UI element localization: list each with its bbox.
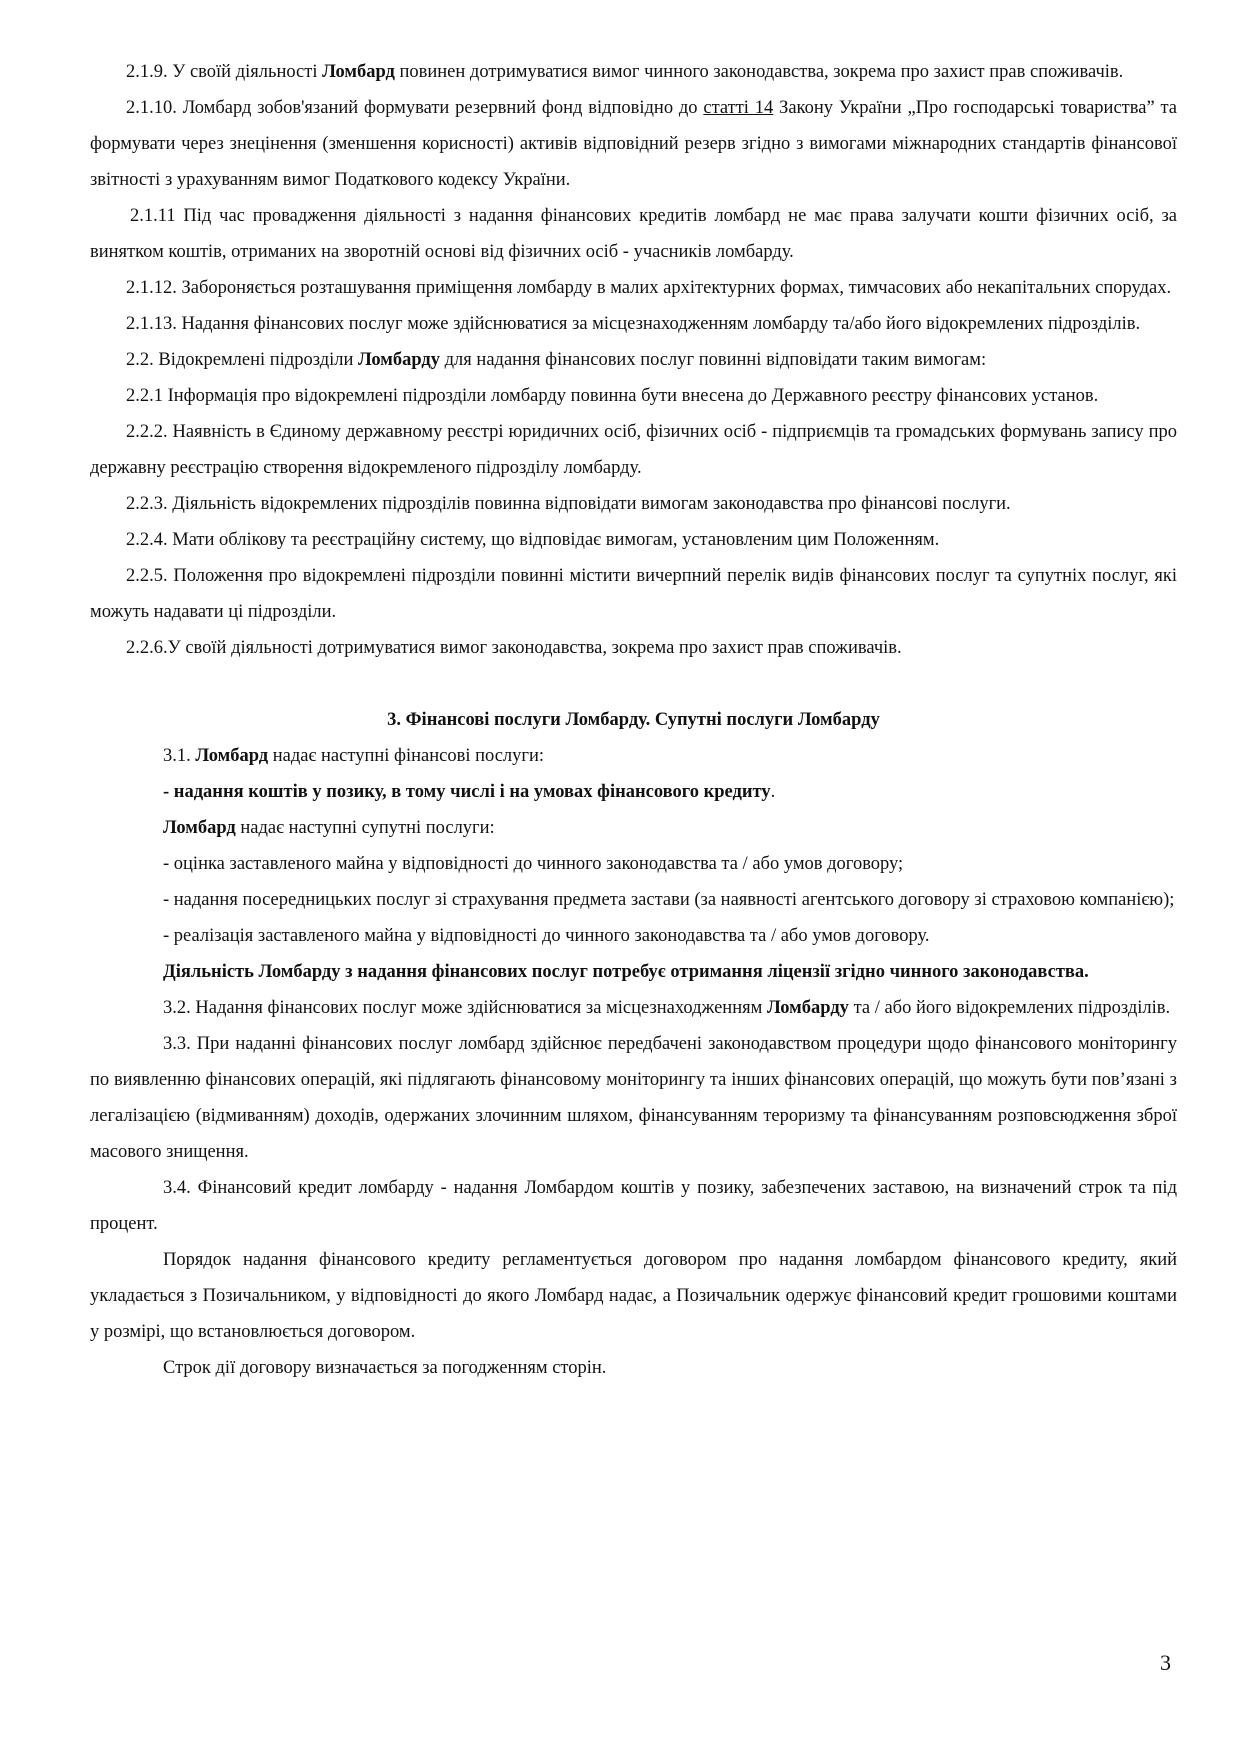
- paragraph-3-4-term: Строк дії договору визначається за погодженням сторін.: [163, 1358, 607, 1378]
- paragraph-2-1-10: [90, 90, 1177, 198]
- paragraph-2-1-11: 2.1.11 Під час провадження діяльності з надання фінансових кредитів ломбард не має права залучати кошти фізичних осіб, за винятком коштів, отриманих на зворотній основі від фізичних осіб - учасників ломбарду.: [90, 206, 1177, 262]
- text: 2.2. Відокремлені підрозділи: [126, 350, 359, 370]
- paragraph-2-2-3: 2.2.3. Діяльність відокремлених підрозділів повинна відповідати вимогам законодавства про фінансові послуги.: [126, 494, 1011, 514]
- document-page: [90, 54, 1177, 1386]
- paragraph-2-2-5: 2.2.5. Положення про відокремлені підрозділи повинні містити вичерпний перелік видів фінансових послуг та супутніх послуг, які можуть надавати ці підрозділи.: [90, 566, 1177, 622]
- text: та / або його відокремлених підрозділів.: [848, 998, 1171, 1018]
- related-service-item: - реалізація заставленого майна у відповідності до чинного законодавства та / або умов договору.: [163, 926, 930, 946]
- bold-text: Ломбарду: [358, 350, 441, 370]
- text: надає наступні супутні послуги:: [235, 818, 495, 838]
- text: Закону України „Про господарські товариства” та формувати через знецінення (зменшення корисності) активів відповідний резерв згідно з вимогами міжнародних стандартів фінансової звітності з урахуванням вимог Податкового кодексу України.: [90, 98, 1177, 190]
- paragraph-3-4-order: Порядок надання фінансового кредиту регламентується договором про надання ломбардом фінансового кредиту, який укладається з Позичальником, у відповідності до якого Ломбард надає, а Позичальник одержує фінансовий кредит грошовими коштами у розмірі, що встановлюється договором.: [90, 1250, 1177, 1342]
- paragraph-2-2-1: 2.2.1 Інформація про відокремлені підрозділи ломбарду повинна бути внесена до Державного реєстру фінансових установ.: [126, 386, 1099, 406]
- text: 3.1.: [163, 746, 196, 766]
- text: надає наступні фінансові послуги:: [268, 746, 545, 766]
- related-services-intro: [90, 810, 1177, 846]
- paragraph-2-2: [90, 342, 1177, 378]
- paragraph-3-1: [90, 738, 1177, 774]
- law-article-link[interactable]: статті 14: [703, 98, 774, 118]
- paragraph-2-1-12: 2.1.12. Забороняється розташування приміщення ломбарду в малих архітектурних формах, тимчасових або некапітальних спорудах.: [126, 278, 1172, 298]
- text: повинен дотримуватися вимог чинного законодавства, зокрема про захист прав споживачів.: [394, 62, 1124, 82]
- bold-text: Ломбард: [322, 62, 395, 82]
- text: 2.1.10. Ломбард зобов'язаний формувати резервний фонд відповідно до: [126, 98, 704, 118]
- bold-text: Ломбард: [195, 746, 269, 766]
- related-service-item: - оцінка заставленого майна у відповідності до чинного законодавства та / або умов договору;: [163, 854, 904, 874]
- text: для надання фінансових послуг повинні відповідати таким вимогам:: [440, 350, 987, 370]
- paragraph-2-1-9: [90, 54, 1177, 90]
- paragraph-3-2: [90, 990, 1177, 1026]
- bold-text: Ломбарду: [766, 998, 849, 1018]
- related-service-item: - надання посередницьких послуг зі страхування предмета застави (за наявності агентського договору зі страховою компанією);: [163, 890, 1175, 910]
- text: .: [770, 782, 776, 802]
- paragraph-3-3: 3.3. При наданні фінансових послуг ломбард здійснює передбачені законодавством процедури щодо фінансового моніторингу по виявленню фінансових операцій, які підлягають фінансовому моніторингу та інших фінансових операцій, що можуть бути пов’язані з легалізацією (відмиванням) доходів, одержаних злочинним шляхом, фінансуванням тероризму та фінансуванням розповсюдження зброї масового знищення.: [90, 1034, 1177, 1162]
- paragraph-2-1-13: 2.1.13. Надання фінансових послуг може здійснюватися за місцезнаходженням ломбарду та/або його відокремлених підрозділів.: [126, 314, 1141, 334]
- text: 2.1.9. У своїй діяльності: [126, 62, 323, 82]
- paragraph-2-2-4: 2.2.4. Мати облікову та реєстраційну систему, що відповідає вимогам, установленим цим Положенням.: [126, 530, 940, 550]
- license-requirement: Діяльність Ломбарду з надання фінансових послуг потребує отримання ліцензії згідно чинного законодавства.: [163, 962, 1089, 982]
- section-3-heading: 3. Фінансові послуги Ломбарду. Супутні послуги Ломбарду: [387, 710, 880, 730]
- paragraph-2-2-6: 2.2.6.У своїй діяльності дотримуватися вимог законодавства, зокрема про захист прав споживачів.: [126, 638, 902, 658]
- text: 3.2. Надання фінансових послуг може здійснюватися за місцезнаходженням: [163, 998, 767, 1018]
- page-number: 3: [1160, 1650, 1171, 1675]
- bold-text: Ломбард: [163, 818, 236, 838]
- bold-text: - надання коштів у позику, в тому числі і на умовах фінансового кредиту: [163, 782, 771, 802]
- paragraph-3-4: 3.4. Фінансовий кредит ломбарду - надання Ломбардом коштів у позику, забезпечених заставою, на визначений строк та під процент.: [90, 1178, 1177, 1234]
- financial-service-item: [90, 774, 1177, 810]
- paragraph-2-2-2: 2.2.2. Наявність в Єдиному державному реєстрі юридичних осіб, фізичних осіб - підприємців та громадських формувань запису про державну реєстрацію створення відокремленого підрозділу ломбарду.: [90, 422, 1177, 478]
